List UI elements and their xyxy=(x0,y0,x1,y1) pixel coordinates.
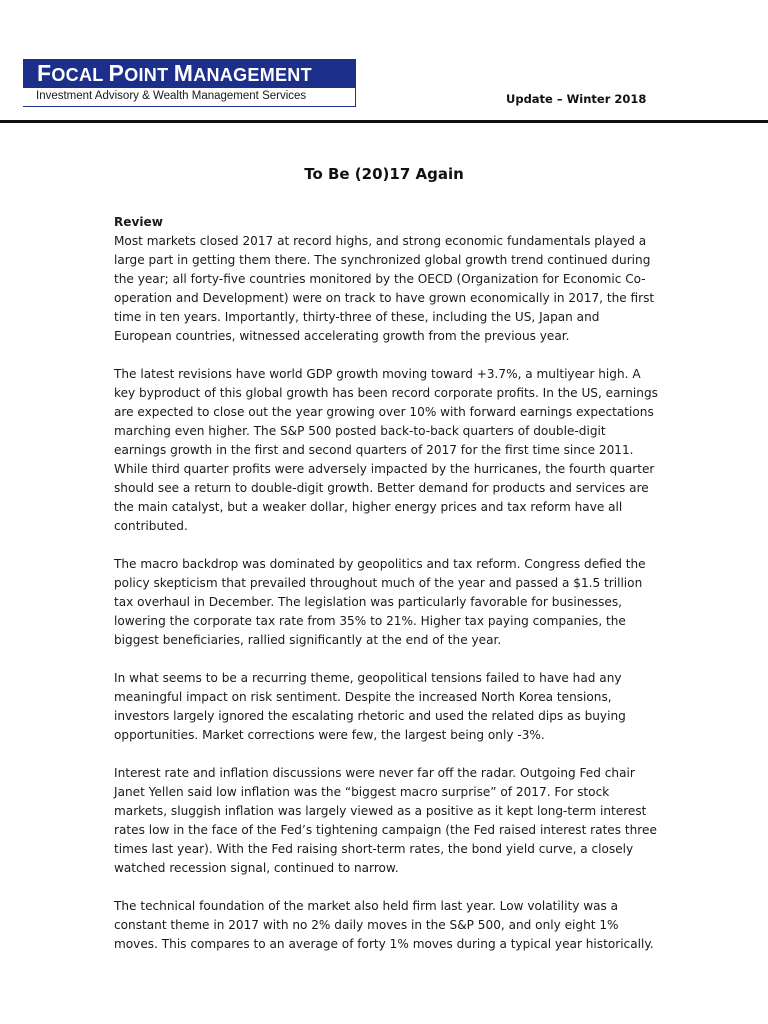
paragraph: The technical foundation of the market also held firm last year. Low volatility was a constant theme in 2017 with no 2% daily moves in the S&P 500, and only eight 1% moves. This compares to an average of forty 1% moves during a typical year historically. xyxy=(114,899,654,951)
paragraph: Interest rate and inflation discussions were never far off the radar. Outgoing Fed chair Janet Yellen said low inflation was the “biggest macro surprise” of 2017. For stock markets, sluggish inflation was largely viewed as a positive as it kept long-term interest rates low in the face of the Fed’s tightening campaign (the Fed raised interest rates three times last year). With the Fed raising short-term rates, the bond yield curve, a closely watched recession signal, continued to narrow. xyxy=(114,766,657,875)
document-body xyxy=(114,213,659,973)
document-title: To Be (20)17 Again xyxy=(304,165,464,183)
paragraph: In what seems to be a recurring theme, geopolitical tensions failed to have had any meaningful impact on risk sentiment. Despite the increased North Korea tensions, investors largely ignored the escalating rhetoric and used the related dips as buying opportunities. Market corrections were few, the largest being only -3%. xyxy=(114,671,626,742)
logo-text: OCAL xyxy=(51,65,104,85)
company-logo xyxy=(23,59,356,88)
section-heading: Review xyxy=(114,215,163,229)
letterhead xyxy=(0,0,768,124)
logo-letter: F xyxy=(37,60,52,86)
header-divider xyxy=(0,120,768,123)
paragraph: The macro backdrop was dominated by geopolitics and tax reform. Congress defied the policy skepticism that prevailed throughout much of the year and passed a $1.5 trillion tax overhaul in December. The legislation was particularly favorable for businesses, lowering the corporate tax rate from 35% to 21%. Higher tax paying companies, the biggest beneficiaries, rallied significantly at the end of the year. xyxy=(114,557,646,647)
issue-date: Update – Winter 2018 xyxy=(506,92,647,106)
paragraph: The latest revisions have world GDP growth moving toward +3.7%, a multiyear high. A key byproduct of this global growth has been record corporate profits. In the US, earnings are expected to close out the year growing over 10% with forward earnings expectations marching even higher. The S&P 500 posted back-to-back quarters of double-digit earnings growth in the first and second quarters of 2017 for the first time since 2011. While third quarter profits were adversely impacted by the hurricanes, the fourth quarter should see a return to double-digit growth. Better demand for products and services are the main catalyst, but a weaker dollar, higher energy prices and tax reform have all contributed. xyxy=(114,367,658,533)
paragraph: Most markets closed 2017 at record highs, and strong economic fundamentals played a large part in getting them there. The synchronized global growth trend continued during the year; all forty-five countries monitored by the OECD (Organization for Economic Co-operation and Development) were on track to have grown economically in 2017, the first time in ten years. Importantly, thirty-three of these, including the US, Japan and European countries, witnessed accelerating growth from the previous year. xyxy=(114,234,655,343)
logo-letter: P xyxy=(108,60,125,86)
logo-text: OINT xyxy=(124,65,169,85)
logo-letter: M xyxy=(173,60,194,86)
logo-text: ANAGEMENT xyxy=(193,65,312,85)
company-tagline: Investment Advisory & Wealth Management Services xyxy=(36,90,307,102)
